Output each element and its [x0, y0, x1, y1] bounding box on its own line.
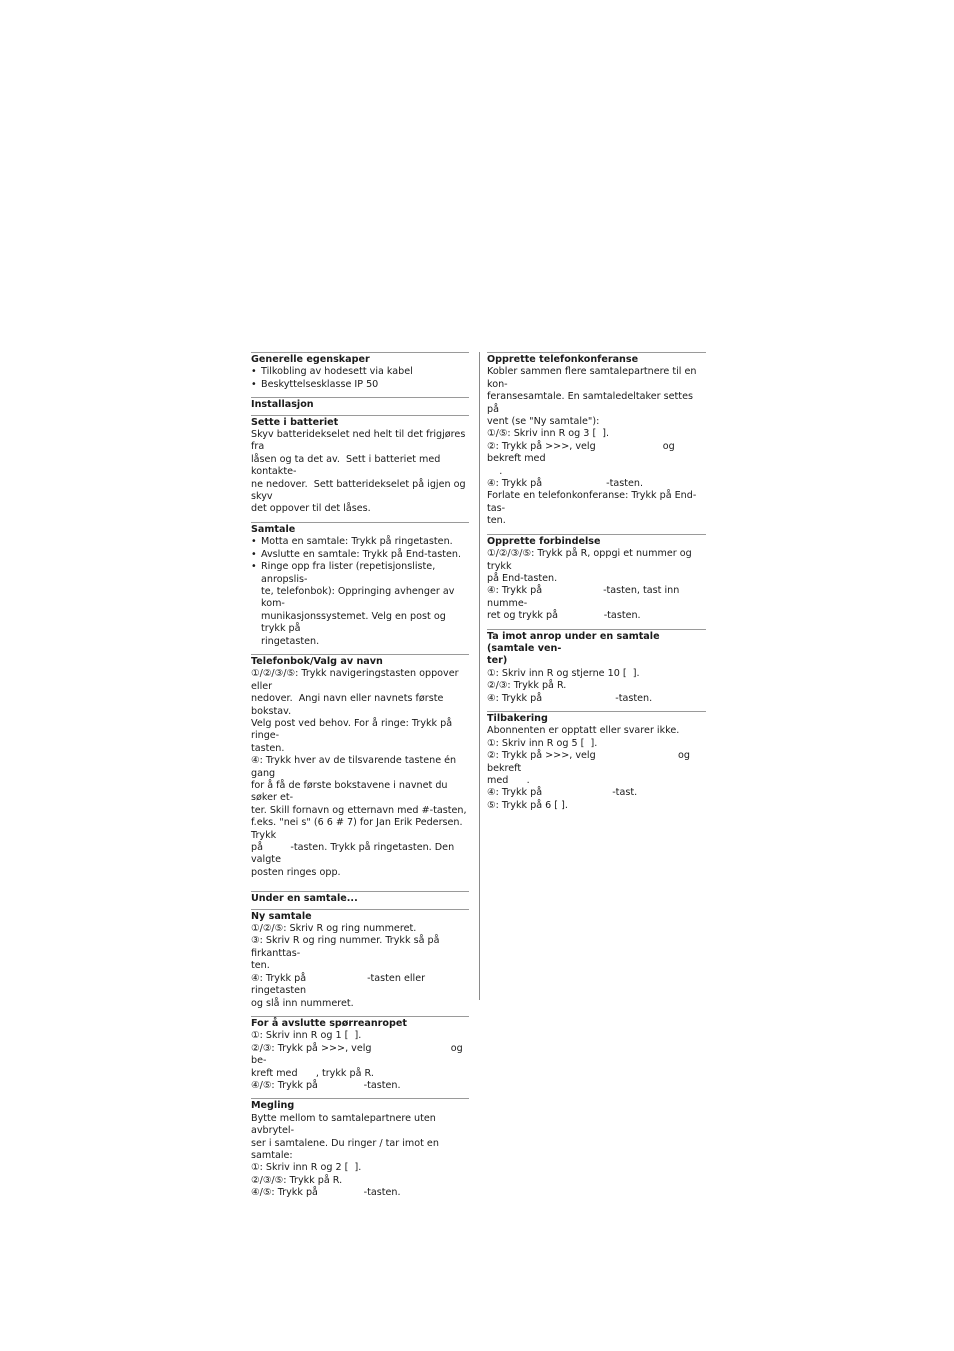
- text-line: ④/⑤: Trykk på -tasten.: [251, 1079, 401, 1091]
- text-line: ④: Trykk hver av de tilsvarende tastene én gang: [251, 755, 460, 779]
- heading-telefonkonferanse: Opprette telefonkonferanse: [487, 354, 639, 365]
- text-line: Bytte mellom to samtalepartnere uten avbrytel-: [251, 1112, 439, 1137]
- section-ny-samtale: [251, 909, 469, 1016]
- text-line: ④: Trykk på -tasten eller ringetasten: [251, 972, 429, 997]
- text-line: feransesamtale. En samtaledeltaker settes på: [487, 391, 697, 415]
- section-tilbakering: [487, 711, 706, 818]
- column-divider: [479, 352, 480, 1000]
- list-item: • Motta en samtale: Trykk på ringetasten.: [251, 536, 469, 548]
- text-line: det oppover til det låses.: [251, 503, 371, 515]
- section-megling: [251, 1098, 469, 1205]
- text-line: på -tasten. Trykk på ringetasten. Den valgte: [251, 842, 458, 866]
- text-line: ②: Trykk på >>>, velg og bekreft: [487, 750, 694, 774]
- text-line: ter. Skill fornavn og etternavn med #-tasten,: [251, 804, 467, 816]
- heading-samtale: Samtale: [251, 523, 296, 535]
- text-line: på End-tasten.: [487, 572, 558, 584]
- text-line: og slå inn nummeret.: [251, 997, 354, 1009]
- right-column: [487, 352, 706, 818]
- text-line: ④: Trykk på -tast.: [487, 787, 638, 799]
- text-line: ten.: [487, 515, 506, 527]
- text-line: ①: Skriv inn R og 5 [ ].: [487, 737, 598, 749]
- section-samtale: [251, 522, 469, 654]
- text-line: nedover. Angi navn eller navnets første bokstav.: [251, 693, 447, 717]
- text-line: Abonnenten er opptatt eller svarer ikke.: [487, 725, 680, 737]
- section-sette-i-batteriet: [251, 415, 469, 522]
- section-avslutte-sporreanrop: [251, 1016, 469, 1098]
- heading-sette-i-batteriet: Sette i batteriet: [251, 416, 339, 428]
- text-line: ①/②/③/⑤: Trykk på R, oppgi et nummer og trykk: [487, 548, 695, 572]
- heading-generelle-egenskaper: Generelle egenskaper: [251, 354, 370, 365]
- section-ta-imot-anrop: [487, 629, 706, 711]
- text-line: .: [487, 465, 503, 477]
- heading-telefonbok: Telefonbok/Valg av navn: [251, 655, 383, 667]
- text-line: ③: Skriv R og ring nummer. Trykk så på firkanttas-: [251, 935, 443, 959]
- list-item: • Beskyttelsesklasse IP 50: [251, 379, 469, 391]
- section-generelle-egenskaper: [251, 352, 469, 397]
- text-line: ④: Trykk på -tasten, tast inn numme-: [487, 585, 683, 609]
- text-line: ①/⑤: Skriv inn R og 3 [ ].: [487, 428, 610, 440]
- section-opprette-forbindelse: [487, 534, 706, 629]
- heading-installasjon: Installasjon: [251, 399, 314, 411]
- text-line: Skyv batteridekselet ned helt til det frigjøres fra: [251, 429, 469, 453]
- list-item: • Ringe opp fra lister (repetisjonsliste, anropslis- te, telefonbok): Oppringing avhenger av kom- munikasjonssystemet. Velg en post og trykk på ringetasten.: [251, 561, 469, 648]
- heading-avslutte-sporreanrop: For å avslutte spørreanropet: [251, 1017, 407, 1029]
- text-line: kreft med , trykk på R.: [251, 1067, 374, 1079]
- text-line: ①: Skriv inn R og 1 [ ].: [251, 1030, 362, 1042]
- left-column: [251, 352, 469, 1206]
- text-line: ret og trykk på -tasten.: [487, 610, 641, 622]
- list-item: • Tilkobling av hodesett via kabel: [251, 366, 469, 378]
- text-line: ④/⑤: Trykk på -tasten.: [251, 1187, 401, 1199]
- heading-ta-imot-anrop: Ta imot anrop under en samtale (samtale ven- ter): [487, 630, 660, 667]
- section-under-en-samtale: [251, 891, 469, 908]
- text-line: ⑤: Trykk på 6 [ ].: [487, 799, 568, 811]
- text-line: Velg post ved behov. For å ringe: Trykk på ringe-: [251, 717, 456, 742]
- bullet-list: [251, 366, 469, 391]
- section-telefonkonferanse: [487, 352, 706, 534]
- text-line: Kobler sammen flere samtalepartnere til en kon-: [487, 366, 700, 390]
- section-installasjon: [251, 397, 469, 414]
- heading-under-en-samtale: Under en samtale...: [251, 893, 358, 905]
- text-line: posten ringes opp.: [251, 866, 341, 878]
- text-line: ne nedover. Sett batteridekselet på igjen og skyv: [251, 478, 469, 503]
- text-line: ten.: [251, 960, 270, 972]
- text-line: ②: Trykk på >>>, velg og bekreft med: [487, 440, 678, 465]
- bullet-list: [251, 536, 469, 648]
- text-line: ①/②/③/⑤: Trykk navigeringstasten oppover eller: [251, 668, 462, 692]
- text-line: tasten.: [251, 742, 285, 754]
- text-line: låsen og ta det av. Sett i batteriet med kontakte-: [251, 453, 444, 478]
- text-line: vent (se "Ny samtale"):: [487, 416, 600, 428]
- heading-opprette-forbindelse: Opprette forbindelse: [487, 535, 601, 547]
- list-item: • Avslutte en samtale: Trykk på End-tasten.: [251, 549, 469, 561]
- text-line: ser i samtalene. Du ringer / tar imot en samtale:: [251, 1137, 442, 1161]
- text-line: med .: [487, 775, 530, 786]
- text-line: ①: Skriv inn R og stjerne 10 [ ].: [487, 667, 640, 679]
- text-line: ②/③: Trykk på >>>, velg og be-: [251, 1042, 466, 1067]
- text-line: for å få de første bokstavene i navnet du søker et-: [251, 780, 451, 804]
- text-line: ①/②/⑤: Skriv R og ring nummeret.: [251, 923, 417, 935]
- text-line: ②/③/⑤: Trykk på R.: [251, 1174, 343, 1186]
- section-telefonbok: [251, 654, 469, 885]
- text-line: Forlate en telefonkonferanse: Trykk på End-tas-: [487, 490, 697, 514]
- text-line: ④: Trykk på -tasten.: [487, 692, 653, 704]
- heading-tilbakering: Tilbakering: [487, 712, 548, 724]
- text-line: ②/③: Trykk på R.: [487, 680, 567, 692]
- text-line: ④: Trykk på -tasten.: [487, 478, 644, 490]
- text-line: ①: Skriv inn R og 2 [ ].: [251, 1162, 362, 1174]
- heading-ny-samtale: Ny samtale: [251, 910, 312, 922]
- heading-megling: Megling: [251, 1100, 295, 1112]
- text-line: f.eks. "nei s" (6 6 # 7) for Jan Erik Pedersen. Trykk: [251, 817, 466, 841]
